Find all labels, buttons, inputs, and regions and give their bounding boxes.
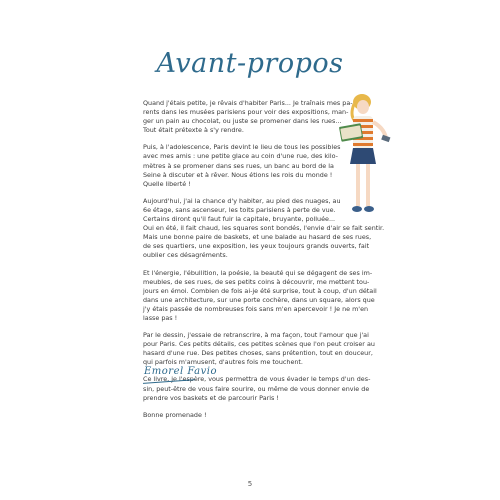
paragraph-2: Puis, à l'adolescence, Paris devint le lieu de tous les possibles avec mes amis : une petite glace au coin d'une rue, des kilo- mètres à se promener dans ses rues, un banc au bord de la Seine à discuter et à rêver. Nous étions les rois du monde ! Quelle liberté ! <box>143 143 341 188</box>
body-text <box>143 99 385 428</box>
signature: Emorel Favio <box>144 366 217 377</box>
paragraph-3: Aujourd'hui, j'ai la chance d'y habiter, au pied des nuages, au 6e étage, sans ascenseur, les toits parisiens à perte de vue. Certains diront qu'il faut fuir la capitale, bruyante, polluée... Oui en été, il fait chaud, les squares sont bondés, l'envie d'air se fait sentir. Mais une bonne paire de baskets, et une balade au hasard de ses rues, de ses quartiers, une exposition, les yeux toujours grands ouverts, fait oublier ces désagréments. <box>143 196 385 260</box>
page-title: Avant-propos <box>156 48 344 79</box>
paragraph-5: Par le dessin, j'essaie de retranscrire, à ma façon, tout l'amour que j'ai pour Paris. Ces petits détails, ces petites scènes que l'on peut croiser au hasard d'une rue. Des petites choses, sans prétention, tout en douceur, qui parfois m'amusent, d'autres fois me touchent. <box>143 331 375 367</box>
page-number: 5 <box>247 480 253 488</box>
paragraph-7: Bonne promenade ! <box>143 410 207 419</box>
paragraph-1: Quand j'étais petite, je rêvais d'habiter Paris... Je traînais mes pa- rents dans les musées parisiens pour voir des expositions, man- ger un pain au chocolat, ou juste se promener dans les rues... Tout était prétexte à s'y rendre. <box>143 99 353 135</box>
paragraph-6: Ce livre, je l'espère, vous permettra de vous évader le temps d'un des- sin, peut-être de vous faire sourire, ou même de vous donner envie de prendre vos baskets et de parcourir Paris ! <box>143 375 371 402</box>
paragraph-4: Et l'énergie, l'ébullition, la poésie, la beauté qui se dégagent de ses im- meubles, de ses rues, de ses petits coins à découvrir, me mettent tou- jours en émoi. Combien de fois ai-je été surprise, tout à coup, d'un détail dans une architecture, sur une porte cochère, dans un square, alors que j'y étais passée de nombreuses fois sans m'en apercevoir ! Je ne m'en lasse pas ! <box>143 268 377 322</box>
